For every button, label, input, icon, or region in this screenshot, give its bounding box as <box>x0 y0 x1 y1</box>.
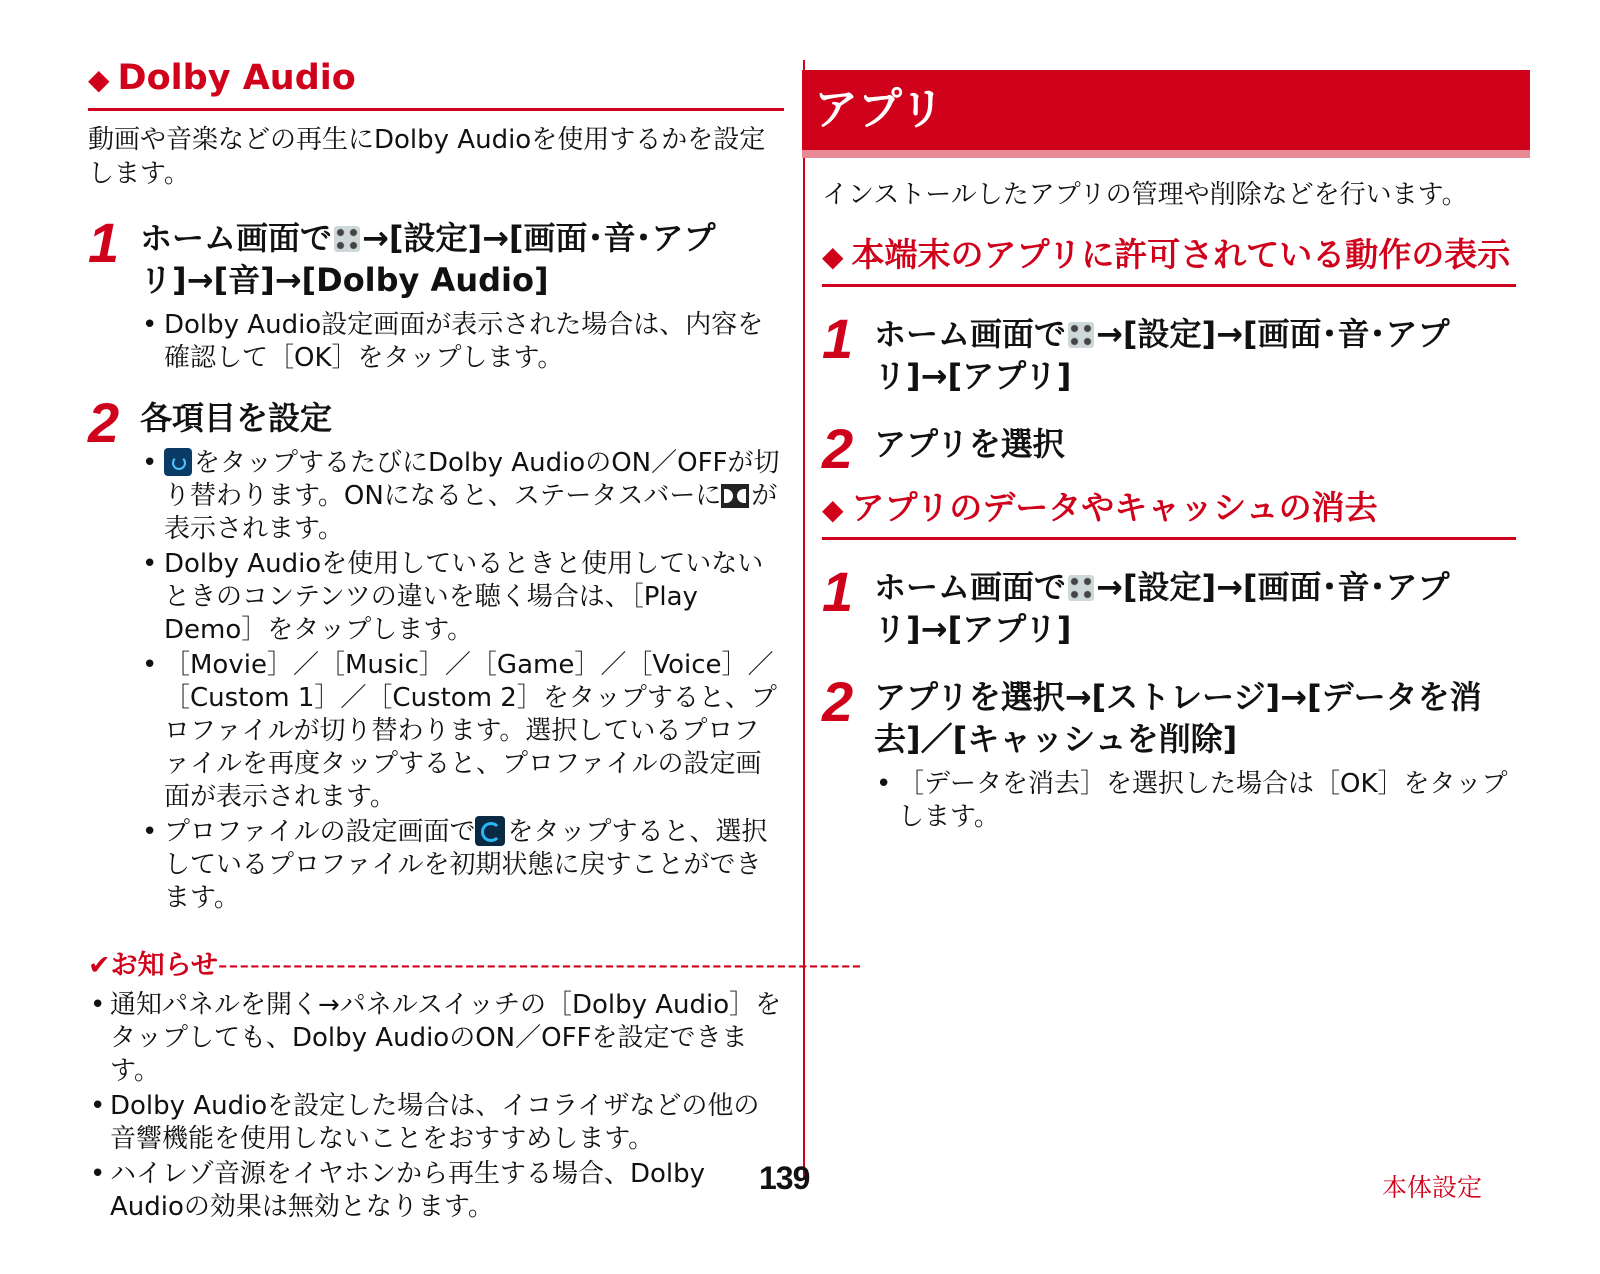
column-divider <box>803 60 805 1180</box>
list-item: • Dolby Audioを使用しているときと使用していないときのコンテンツの違いを聴く場合は、［Play Demo］をタップします。 <box>140 548 784 647</box>
lead-text: 動画や音楽などの再生にDolby Audioを使用するかを設定します。 <box>88 125 766 189</box>
apps-grid-icon <box>1068 575 1094 601</box>
list-item: • ハイレゾ音源をイヤホンから再生する場合、Dolby Audioの効果は無効となります。 <box>88 1158 784 1224</box>
lead-text: インストールしたアプリの管理や削除などを行います。 <box>822 180 1468 210</box>
step-2 <box>822 417 1516 480</box>
step-2 <box>822 670 1516 834</box>
section-title-app-permissions: ◆ 本端末のアプリに許可されている動作の表示 <box>822 234 1516 287</box>
apps-grid-icon <box>334 226 360 252</box>
power-icon <box>164 448 192 476</box>
step-instruction: アプリを選択 <box>874 425 1065 463</box>
list-item: • ［Movie］／［Music］／［Game］／［Voice］／［Custom 1］／［Custom 2］をタップすると、プロファイルが切り替わります。選択しているプロファイルを再度タップすると、プロファイルの設定画面が表示されます。 <box>140 649 784 814</box>
step-instruction: 各項目を設定 <box>140 399 333 437</box>
diamond-icon: ◆ <box>822 493 844 526</box>
apps-grid-icon <box>1068 322 1094 348</box>
section-label: 本体設定 <box>1381 1173 1482 1202</box>
step-instruction: ホーム画面で →[設定]→[画面･音･アプリ]→[音]→[Dolby Audio] <box>140 219 716 299</box>
notice-heading: ✔お知らせ------------------------------------------------------------ <box>88 950 863 981</box>
chapter-banner: アプリ <box>802 70 1530 158</box>
diamond-icon: ◆ <box>822 240 844 273</box>
section-title-clear-data: ◆ アプリのデータやキャッシュの消去 <box>822 487 1516 540</box>
step-notes <box>874 768 1516 834</box>
section-title-text: Dolby Audio <box>117 58 356 98</box>
step-number: 1 <box>822 307 854 370</box>
step-notes <box>140 309 784 375</box>
step-notes <box>140 447 784 915</box>
step-1 <box>822 307 1516 397</box>
step-number: 2 <box>822 417 854 480</box>
step-number: 1 <box>88 211 120 274</box>
list-item: • Dolby Audioを設定した場合は、イコライザなどの他の音響機能を使用しないことをおすすめします。 <box>88 1090 784 1156</box>
step-instruction: アプリを選択→[ストレージ]→[データを消去]／[キャッシュを削除] <box>874 678 1482 758</box>
step-1 <box>88 211 784 375</box>
step-instruction: ホーム画面で →[設定]→[画面･音･アプリ]→[アプリ] <box>874 315 1450 395</box>
step-1 <box>822 560 1516 650</box>
dolby-status-icon <box>721 484 749 508</box>
page-number: 139 <box>759 1160 810 1196</box>
step-number: 2 <box>88 391 120 454</box>
step-2 <box>88 391 784 915</box>
section-title-dolby-audio <box>88 56 784 111</box>
diamond-icon: ◆ <box>88 63 110 96</box>
list-item: • ［データを消去］を選択した場合は［OK］をタップします。 <box>874 768 1516 834</box>
step-number: 1 <box>822 560 854 623</box>
list-item: • Dolby Audio設定画面が表示された場合は、内容を確認して［OK］をタップします。 <box>140 309 784 375</box>
right-column <box>814 70 1516 836</box>
notice-list <box>88 989 784 1224</box>
list-item: • をタップするたびにDolby AudioのON／OFFが切り替わります。ONになると、ステータスバーに が表示されます。 <box>140 447 784 546</box>
step-instruction: ホーム画面で →[設定]→[画面･音･アプリ]→[アプリ] <box>874 568 1450 648</box>
list-item: • 通知パネルを開く→パネルスイッチの［Dolby Audio］をタップしても、Dolby AudioのON／OFFを設定できます。 <box>88 989 784 1088</box>
step-number: 2 <box>822 670 854 733</box>
reset-icon <box>475 816 505 846</box>
list-item: • プロファイルの設定画面で をタップすると、選択しているプロファイルを初期状態に戻すことができます。 <box>140 816 784 915</box>
